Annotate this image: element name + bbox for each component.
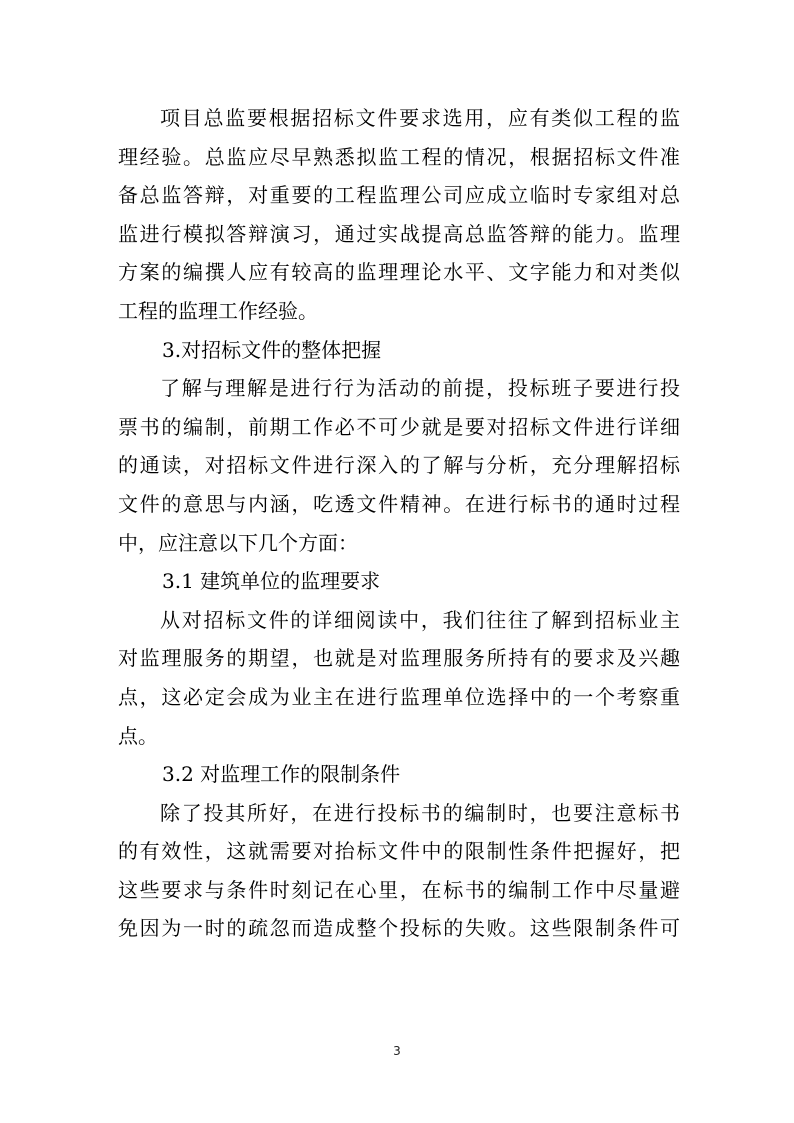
paragraph-line: 这些要求与条件时刻记在心里，在标书的编制工作中尽量避 [118, 877, 680, 902]
paragraph-line: 的通读，对招标文件进行深入的了解与分析，充分理解招标 [118, 453, 680, 478]
paragraph-line: 中，应注意以下几个方面： [118, 530, 358, 555]
paragraph-line: 项目总监要根据招标文件要求选用，应有类似工程的监 [160, 106, 680, 130]
paragraph-line: 对监理服务的期望，也就是对监理服务所持有的要求及兴趣 [118, 646, 680, 671]
paragraph-line: 的有效性，这就需要对抬标文件中的限制性条件把握好，把 [118, 839, 680, 864]
section-heading: 3.对招标文件的整体把握 [162, 337, 382, 362]
paragraph-line: 监进行模拟答辩演习，通过实战提高总监答辩的能力。监理 [118, 221, 680, 246]
section-heading: 3.2 对监理工作的限制条件 [162, 762, 401, 787]
paragraph-line: 方案的编撰人应有较高的监理理论水平、文字能力和对类似 [118, 260, 680, 285]
paragraph-line: 备总监答辩，对重要的工程监理公司应成立临时专家组对总 [118, 183, 680, 208]
paragraph-line: 点。 [118, 723, 158, 748]
paragraph-line: 文件的意思与内涵，吃透文件精神。在进行标书的通时过程 [118, 491, 680, 516]
paragraph-line: 了解与理解是进行行为活动的前提，投标班子要进行投 [160, 376, 680, 401]
paragraph-line: 理经验。总监应尽早熟悉拟监工程的情况，根据招标文件准 [118, 144, 680, 169]
paragraph-line: 从对招标文件的详细阅读中，我们往往了解到招标业主 [160, 607, 680, 632]
section-heading: 3.1 建筑单位的监理要求 [162, 569, 381, 594]
paragraph-line: 点，这必定会成为业主在进行监理单位选择中的一个考察重 [118, 684, 680, 709]
paragraph-line: 工程的监理工作经验。 [118, 298, 318, 323]
paragraph-line: 票书的编制，前期工作必不可少就是要对招标文件进行详细 [118, 414, 680, 439]
paragraph-line: 除了投其所好，在进行投标书的编制时，也要注意标书 [160, 800, 680, 825]
page-number: 3 [393, 1044, 401, 1058]
paragraph-line: 免因为一时的疏忽而造成整个投标的失败。这些限制条件可 [118, 916, 680, 941]
document-body [118, 99, 680, 948]
